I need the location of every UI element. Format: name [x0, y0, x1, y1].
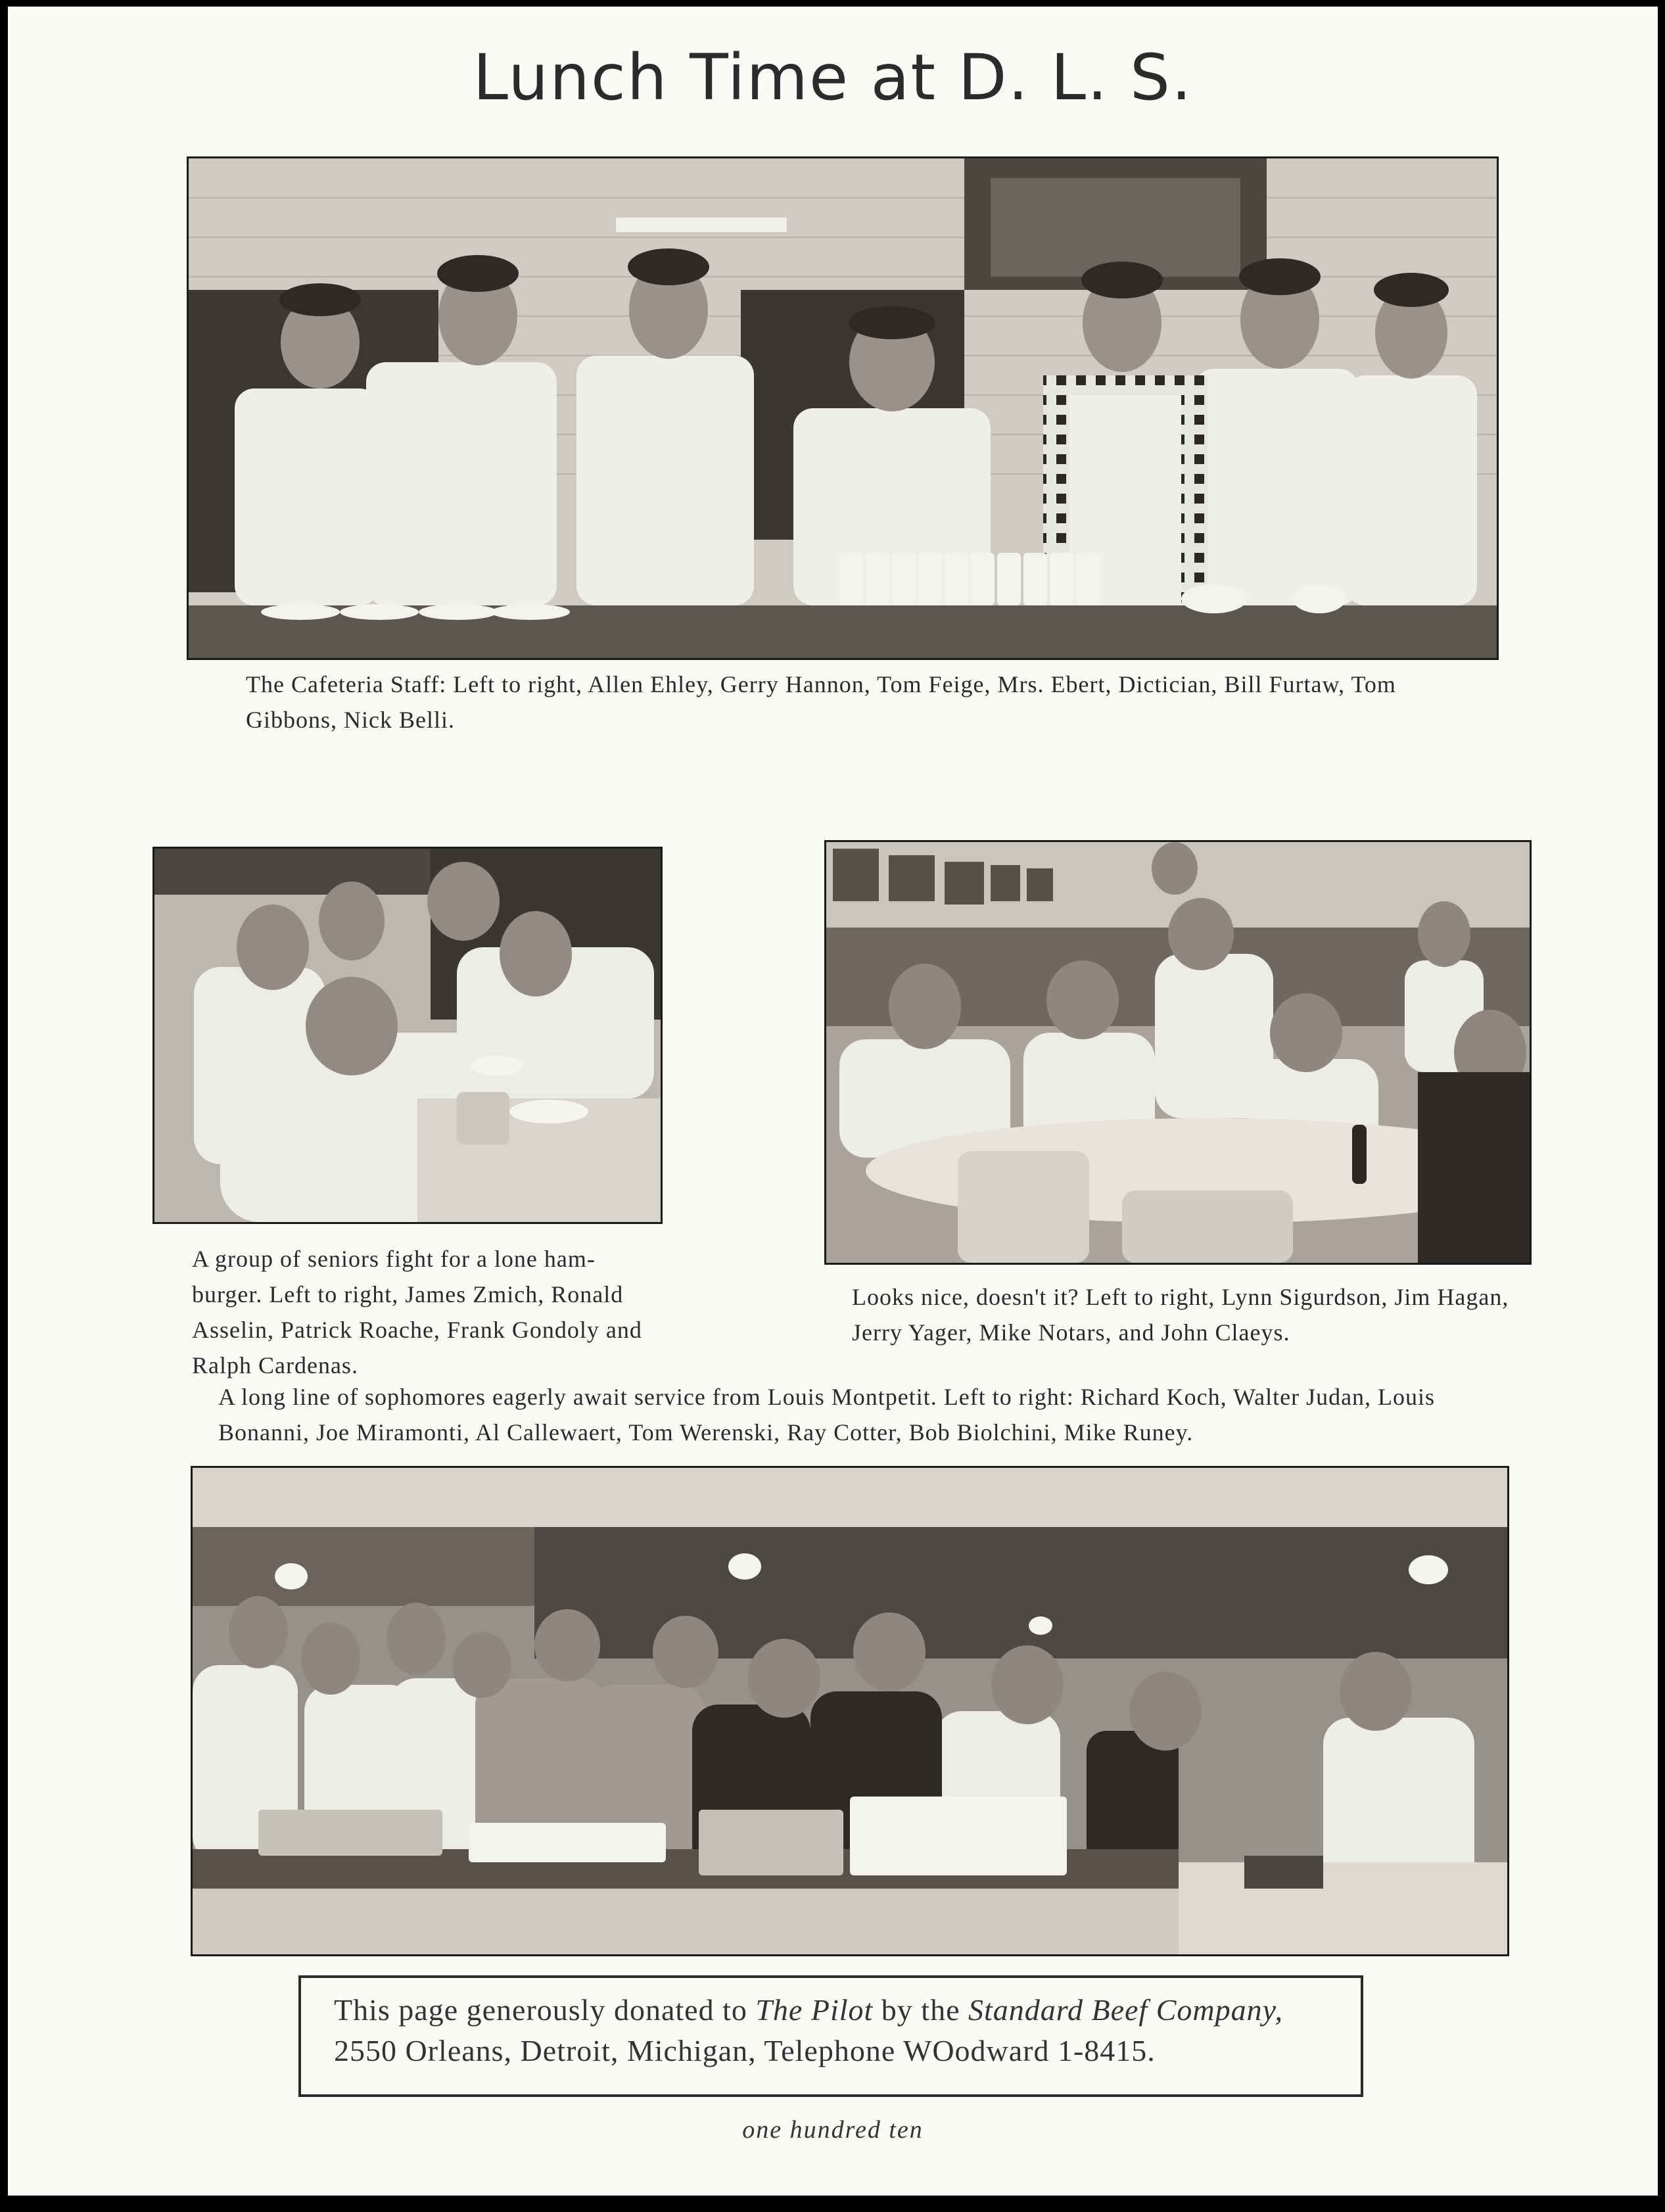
- donation-text-3: 2550 Orleans, Detroit, Michigan, Telephone WOodward 1-8415.: [334, 2034, 1156, 2067]
- donation-text-1: This page generously donated to: [334, 1993, 756, 2027]
- cafeteria-staff-caption: The Cafeteria Staff: Left to right, Allen Ehley, Gerry Hannon, Tom Feige, Mrs. Ebert, Dictician, Bill Furtaw, Tom Gibbons, Nick Belli.: [246, 671, 1396, 733]
- sophomores-caption: A long line of sophomores eagerly await service from Louis Montpetit. Left to right: Richard Koch, Walter Judan, Louis Bonanni, Joe Miramonti, Al Callewaert, Tom Werenski, Ray Cotter, Bob Biolchini, Mike Runey.: [218, 1384, 1436, 1446]
- sophomores-photo: [191, 1466, 1509, 1956]
- seniors-photo: [152, 847, 663, 1224]
- cafeteria-staff-photo: [187, 156, 1499, 660]
- donation-text-2: by the: [873, 1993, 968, 2027]
- dining-room-caption: Looks nice, doesn't it? Left to right, Lynn Sigurdson, Jim Hagan, Jerry Yager, Mike Notars, and John Claeys.: [852, 1284, 1509, 1346]
- page-number: one hundred ten: [742, 2116, 924, 2144]
- yearbook-page: [8, 7, 1658, 2196]
- donation-notice: [298, 1975, 1363, 2097]
- donation-company: Standard Beef Company,: [968, 1993, 1283, 2027]
- donation-publication: The Pilot: [755, 1993, 874, 2027]
- seniors-caption: A group of seniors fight for a lone ham-burger. Left to right, James Zmich, Ronald Asselin, Patrick Roache, Frank Gondoly and Ralph Cardenas.: [192, 1246, 642, 1378]
- page-title: Lunch Time at D. L. S.: [473, 41, 1193, 114]
- dining-room-photo: [824, 840, 1532, 1265]
